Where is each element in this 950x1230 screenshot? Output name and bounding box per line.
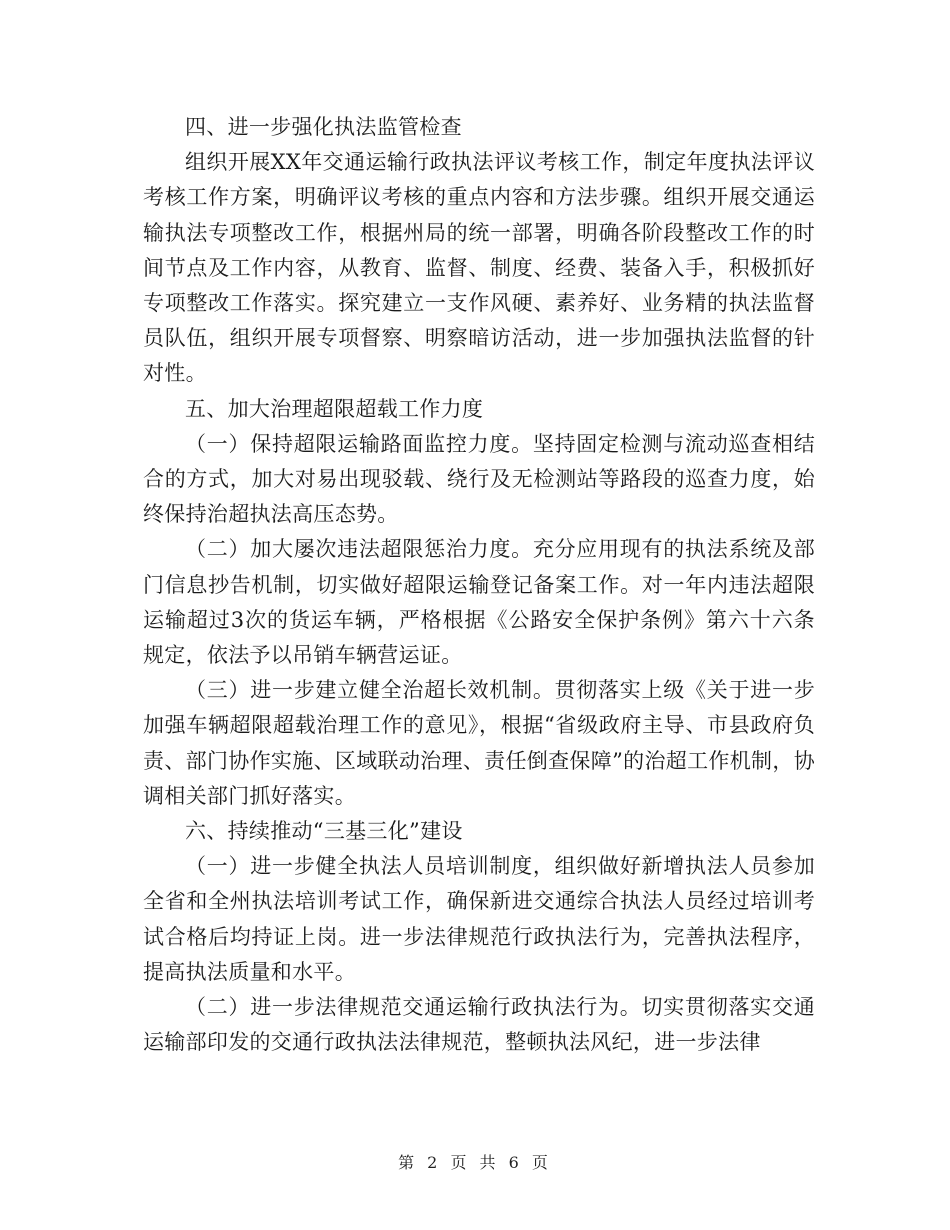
paragraph-5-1: （一）保持超限运输路面监控力度。坚持固定检测与流动巡查相结合的方式，加大对易出现驳载、绕行及无检测站等路段的巡查力度，始终保持治超执法高压态势。 bbox=[143, 431, 815, 527]
paragraph-5-3: （三）进一步建立健全治超长效机制。贯彻落实上级《关于进一步加强车辆超限超载治理工作的意见》，根据“省级政府主导、市县政府负责、部门协作实施、区域联动治理、责任倒查保障”的治超工作机制，协调相关部门抓好落实。 bbox=[143, 678, 815, 808]
paragraph-evaluation: 组织开展XX年交通运输行政执法评议考核工作，制定年度执法评议考核工作方案，明确评议考核的重点内容和方法步骤。组织开展交通运输执法专项整改工作，根据州局的统一部署，明确各阶段整改工作的时间节点及工作内容，从教育、监督、制度、经费、装备入手，积极抓好专项整改工作落实。探究建立一支作风硬、素养好、业务精的执法监督员队伍，组织开展专项督察、明察暗访活动，进一步加强执法监督的针对性。 bbox=[143, 150, 815, 386]
page-number-footer: 第 2 页 共 6 页 bbox=[398, 1153, 552, 1172]
section-heading-6: 六、持续推动“三基三化”建设 bbox=[185, 819, 463, 844]
document-body bbox=[143, 110, 815, 1060]
paragraph-6-2: （二）进一步法律规范交通运输行政执法行为。切实贯彻落实交通运输部印发的交通行政执法法律规范，整顿执法风纪，进一步法律 bbox=[143, 995, 815, 1055]
paragraph-6-1: （一）进一步健全执法人员培训制度，组织做好新增执法人员参加全省和全州执法培训考试工作，确保新进交通综合执法人员经过培训考试合格后均持证上岗。进一步法律规范行政执法行为，完善执法程序，提高执法质量和水平。 bbox=[143, 854, 815, 984]
section-heading-4: 四、进一步强化执法监管检查 bbox=[185, 115, 462, 139]
paragraph-5-2: （二）加大屡次违法超限惩治力度。充分应用现有的执法系统及部门信息抄告机制，切实做好超限运输登记备案工作。对一年内违法超限运输超过3次的货运车辆，严格根据《公路安全保护条例》第六十六条规定，依法予以吊销车辆营运证。 bbox=[143, 537, 815, 668]
section-heading-5: 五、加大治理超限超载工作力度 bbox=[185, 396, 484, 421]
